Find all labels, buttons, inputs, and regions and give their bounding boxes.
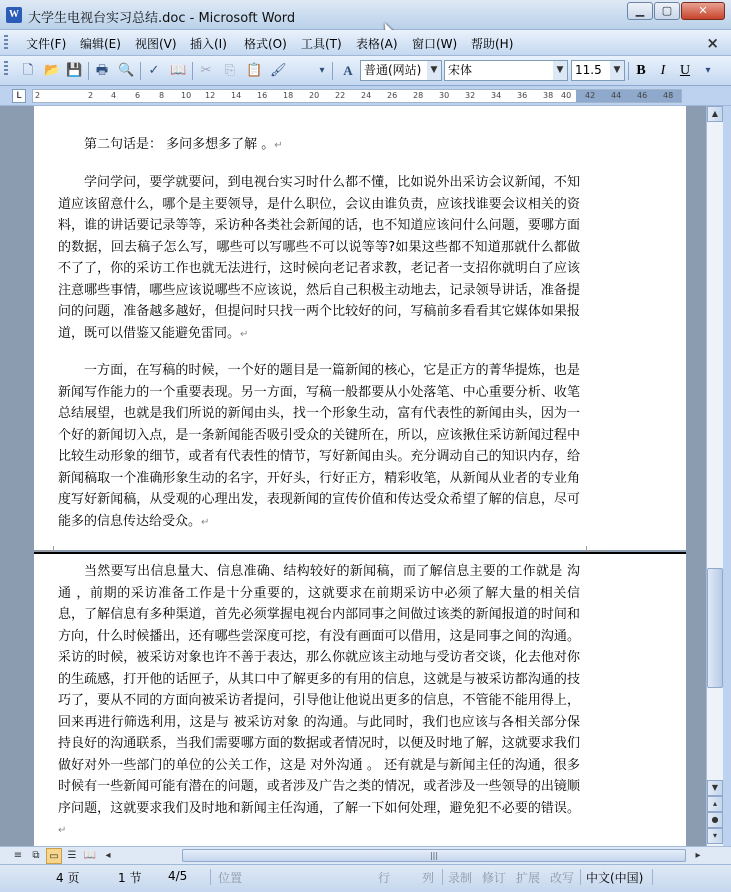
ruler-tick: 38 — [543, 91, 554, 100]
status-position: 位置 — [218, 871, 243, 885]
scroll-down-icon[interactable]: ▼ — [707, 780, 723, 796]
save-icon[interactable]: 💾 — [66, 63, 83, 78]
toolbar-grip-icon[interactable] — [4, 61, 8, 77]
copy-icon[interactable]: ⎘ — [224, 63, 236, 78]
paragraph-mark-icon: ↵ — [240, 328, 249, 340]
status-separator — [652, 869, 653, 885]
menu-help[interactable]: 帮助(H) — [471, 37, 514, 51]
styles-pane-icon[interactable]: A — [343, 63, 353, 78]
ruler-tick: 26 — [387, 91, 398, 100]
toolbar-separator — [88, 62, 89, 80]
ruler-tick: 32 — [465, 91, 476, 100]
document-workspace[interactable] — [0, 106, 706, 846]
horizontal-ruler[interactable] — [32, 89, 682, 103]
menu-tools[interactable]: 工具(T) — [301, 37, 342, 51]
menu-view[interactable]: 视图(V) — [135, 37, 177, 51]
scroll-up-icon[interactable]: ▲ — [707, 106, 723, 122]
status-page-of: 4/5 — [168, 869, 188, 883]
status-overtype[interactable]: 改写 — [550, 871, 575, 885]
next-page-icon[interactable]: ▾ — [707, 828, 723, 844]
underline-button[interactable]: U — [679, 63, 691, 78]
select-browse-object-icon[interactable]: ● — [707, 812, 723, 828]
toolbar-options-icon[interactable]: ▾ — [705, 65, 711, 76]
ruler-tick: 34 — [491, 91, 502, 100]
paragraph-2[interactable]: 学问学问，要学就要问，到电视台实习时什么都不懂，比如说外出采访会议新闻，不知道应该留意什么，哪个是主要领导，是什么职位，会议由谁负责，应该找谁要会议相关的资料，谁的讲话要记录等等，采访种各类社会新闻的话，也不知道应该问什么问题，要哪方面的数据，回去稿子怎么写，哪些可以写哪些不可以说等等?如果这些都不知道那就什么都做不了了，你的采访工作也就无法进行，这时候向老记者求教，老记者一支招你就明白了应该注意哪些事情，哪些应该说哪些不应该说，然后自己积极主动地去，记录领导讲话，准备提问的问题，准备越多越好，但提问时只找一两个比较好的问，写稿前多看看其它媒体如果报道，既可以借鉴又能避免雷同。↵ — [58, 175, 580, 341]
ruler-tick: 2 — [88, 91, 94, 100]
status-section: 1 节 — [118, 871, 142, 885]
style-select[interactable] — [360, 60, 442, 81]
ruler-tick: 8 — [159, 91, 165, 100]
minimize-icon[interactable]: ▁ — [627, 2, 653, 20]
new-document-icon[interactable]: 🗋 — [22, 63, 34, 78]
status-page: 4 页 — [56, 871, 80, 885]
ruler-tick: 6 — [135, 91, 141, 100]
ruler-tick: 44 — [611, 91, 622, 100]
title-bar — [0, 0, 731, 30]
ruler-bar — [0, 86, 731, 106]
scroll-thumb[interactable] — [707, 568, 723, 688]
paste-icon[interactable]: 📋 — [246, 63, 263, 78]
chevron-down-icon[interactable]: ▼ — [553, 61, 567, 80]
page-break-line — [34, 552, 686, 554]
window-title: 大学生电视台实习总结.doc - Microsoft Word — [28, 11, 296, 26]
toolbar-options-icon[interactable]: ▾ — [319, 65, 325, 76]
window-controls — [626, 2, 725, 20]
status-separator — [210, 869, 211, 885]
open-folder-icon[interactable]: 📂 — [44, 63, 61, 78]
font-size-value: 11.5 — [575, 63, 602, 77]
scroll-right-icon[interactable]: ▸ — [695, 850, 701, 861]
paragraph-1[interactable]: 第二句话是： 多问多想多了解 。↵ — [84, 137, 283, 152]
italic-button[interactable]: I — [660, 63, 666, 78]
previous-page-icon[interactable]: ▴ — [707, 796, 723, 812]
ruler-tick: 12 — [205, 91, 216, 100]
status-separator — [442, 869, 443, 885]
ruler-tick: 36 — [517, 91, 528, 100]
status-column: 列 — [422, 871, 435, 885]
close-icon[interactable]: ✕ — [681, 2, 725, 20]
spelling-icon[interactable]: ✓ — [148, 63, 160, 78]
scroll-left-icon[interactable]: ◂ — [105, 850, 111, 861]
print-preview-icon[interactable]: 🔍 — [118, 63, 135, 78]
cut-icon[interactable]: ✂ — [200, 63, 212, 78]
horizontal-scroll-thumb[interactable]: ||| — [182, 849, 686, 862]
ruler-tick: 18 — [283, 91, 294, 100]
status-record[interactable]: 录制 — [448, 871, 473, 885]
ruler-tick: 20 — [309, 91, 320, 100]
style-value: 普通(网站) — [364, 63, 422, 77]
menu-window[interactable]: 窗口(W) — [412, 37, 458, 51]
ruler-tick: 40 — [561, 91, 572, 100]
paragraph-4[interactable]: 当然要写出信息量大、信息准确、结构较好的新闻稿，而了解信息主要的工作就是 沟通 ，前期的采访准备工作是十分重要的，这就要求在前期采访中必须了解大量的相关信息，了解信息有多种渠道，首先必须掌握电视台内部同事之间做过该类的新闻报道的时间和方向，什么时候播出，还有哪些尝深度可挖，有没有画面可以借用，这是同事之间的沟通。采访的时候，被采访对象也许不善于表达，那么你就应该主动地与受访者交谈，化去他对你的生疏感，打开他的话匣子，从其口中了解更多的有用的信息，这就是与被采访都沟通的技巧了，要从不同的方面向被采访者提问，引导他让他说出更多的信息，不管能不能用得上，回来再进行筛选利用，这是与 被采访对象 的沟通。与此同时，我们也应该与各相关部分保持良好的沟通联系，当我们需要哪方面的数据或者情况时，以便及时地了解，这就要求我们做好对外一些部门的单位的公关工作，这是 对外沟通 。 还有就是与新闻主任的沟通，很多时候有一些新闻可能有潜在的问题，或者涉及广告之类的情况，或者涉及一些领导的出镜顺序问题，这就要求我们及时地和新闻主任沟通，了解一下如何处理，避免犯不必要的错误。↵ — [58, 564, 580, 836]
tab-stop-selector[interactable]: L — [12, 89, 26, 103]
chevron-down-icon[interactable]: ▼ — [427, 61, 441, 80]
toolbar-separator — [332, 62, 333, 80]
paragraph-3[interactable]: 一方面，在写稿的时候，一个好的题目是一篇新闻的核心，它是正方的菁华提炼，也是新闻写作能力的一个重要表现。另一方面，写稿一般都要从小处落笔、中心重要分析、收笔总结展望，也就是我们所说的新闻由头，找一个形象生动，富有代表性的新闻由头，因为一个好的新闻切入点，是一条新闻能否吸引受众的关键所在，所以，应该揪住采访新闻过程中比较生动形象的细节，或者有代表性的情节，写好新闻由头。充分调动自己的知识内存，给新闻稿取一个准确形象生动的名字，开好头，行好正方，精彩收笔，从新闻从业者的专业角度写好新闻稿，从受观的心理出发，表现新闻的宣传价值和传达受众希望了解的信息，尽可能多的信息传达给受众。↵ — [58, 363, 580, 529]
horizontal-scrollbar[interactable] — [0, 846, 731, 864]
toolbar-grip-icon[interactable] — [4, 35, 8, 51]
ruler-tick: 30 — [439, 91, 450, 100]
ruler-tick: 46 — [637, 91, 648, 100]
ruler-tick: 2 — [35, 91, 41, 100]
document-close-icon[interactable]: × — [706, 34, 719, 52]
word-app-icon[interactable]: W — [6, 7, 22, 23]
chevron-down-icon[interactable]: ▼ — [610, 61, 624, 80]
toolbar-separator — [628, 62, 629, 80]
status-track-changes[interactable]: 修订 — [482, 871, 507, 885]
menu-file[interactable]: 文件(F) — [26, 37, 67, 51]
toolbar-separator — [192, 62, 193, 80]
paragraph-mark-icon: ↵ — [58, 825, 67, 836]
print-layout-view-icon[interactable]: ▭ — [46, 848, 62, 864]
bold-button[interactable]: B — [636, 63, 646, 78]
font-select[interactable] — [444, 60, 568, 81]
reading-layout-view-icon[interactable]: 📖 — [83, 850, 97, 861]
ruler-tick: 10 — [181, 91, 192, 100]
vertical-scrollbar[interactable] — [706, 106, 723, 846]
menu-bar — [0, 30, 731, 56]
paragraph-mark-icon: ↵ — [201, 516, 210, 528]
status-language: 中文(中国) — [586, 871, 644, 885]
font-value: 宋体 — [448, 63, 473, 77]
toolbar — [0, 56, 731, 86]
status-line: 行 — [378, 871, 391, 885]
ruler-tick: 42 — [585, 91, 596, 100]
status-bar — [0, 864, 731, 892]
menu-table[interactable]: 表格(A) — [356, 37, 398, 51]
status-separator — [580, 869, 581, 885]
ruler-tick: 4 — [111, 91, 117, 100]
ruler-tick: 22 — [335, 91, 346, 100]
print-icon[interactable]: 🖶 — [95, 63, 109, 78]
normal-view-icon[interactable]: ≡ — [13, 850, 23, 861]
format-painter-icon[interactable]: 🖌 — [270, 63, 287, 78]
outline-view-icon[interactable]: ☰ — [67, 850, 77, 861]
research-icon[interactable]: 📖 — [170, 63, 187, 78]
web-layout-view-icon[interactable]: ⧉ — [32, 850, 40, 861]
menu-edit[interactable]: 编辑(E) — [80, 37, 121, 51]
toolbar-separator — [140, 62, 141, 80]
ruler-tick: 24 — [361, 91, 372, 100]
font-size-select[interactable] — [571, 60, 625, 81]
ruler-tick: 16 — [257, 91, 268, 100]
status-extend[interactable]: 扩展 — [516, 871, 541, 885]
maximize-icon[interactable]: ▢ — [654, 2, 680, 20]
ruler-tick: 28 — [413, 91, 424, 100]
paragraph-mark-icon: ↵ — [274, 140, 283, 151]
menu-format[interactable]: 格式(O) — [244, 37, 287, 51]
menu-insert[interactable]: 插入(I) — [190, 37, 227, 51]
ruler-tick: 14 — [231, 91, 242, 100]
ruler-tick: 48 — [663, 91, 674, 100]
